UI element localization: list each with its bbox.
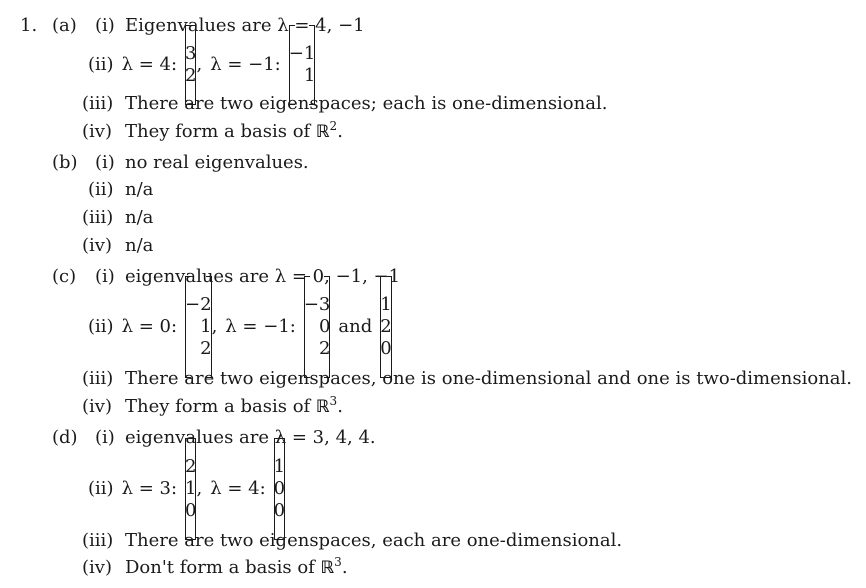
part-d-iv-line: [125, 555, 348, 578]
part-a-ii-label: (ii): [88, 54, 114, 75]
separator-comma: ,: [196, 54, 203, 75]
period: .: [341, 557, 348, 578]
vector-entry: 1: [185, 478, 197, 499]
part-b-iv-label: (iv): [82, 235, 112, 256]
part-d-i-text: eigenvalues are λ = 3, 4, 4.: [125, 427, 376, 448]
part-b-iii-label: (iii): [82, 207, 114, 228]
vector-entry: −1: [288, 43, 316, 64]
part-d-iv-label: (iv): [82, 557, 112, 578]
vector-entry: 0: [273, 478, 286, 499]
vector-entry: 0: [185, 500, 197, 521]
part-a-ii-lambda1: λ = 4:: [121, 54, 178, 75]
eigenvector-matrix: [274, 438, 285, 540]
part-b-ii-label: (ii): [88, 179, 114, 200]
vector-entry: 2: [318, 338, 331, 359]
part-b-label: (b): [52, 152, 78, 173]
part-a-label: (a): [52, 15, 77, 36]
part-a-iv-line: [125, 119, 343, 142]
part-a-ii-lambda2: λ = −1:: [210, 54, 281, 75]
part-c-label: (c): [52, 266, 77, 287]
problem-number: 1.: [20, 15, 38, 36]
real-space-symbol: ℝ: [320, 558, 335, 578]
vector-entry: 0: [318, 316, 331, 337]
part-a-iv-text: They form a basis of: [125, 121, 316, 142]
part-c-i-label: (i): [95, 266, 115, 287]
conjunction-and: and: [338, 316, 373, 337]
part-d-i-label: (i): [95, 427, 115, 448]
eigenvector-matrix: [185, 276, 212, 378]
vector-entry: 1: [273, 456, 286, 477]
real-space-symbol: ℝ: [315, 397, 330, 417]
part-b-ii-text: n/a: [125, 179, 154, 200]
part-d-iii-text: There are two eigenspaces, each are one-dimensional.: [125, 530, 623, 551]
vector-entry: 2: [380, 316, 392, 337]
dimension-exponent: 3: [334, 555, 342, 569]
eigenvector-matrix: [185, 438, 196, 540]
vector-entry: 1: [303, 65, 316, 86]
part-c-i-text: eigenvalues are λ = 0, −1, −1: [125, 266, 401, 287]
part-c-ii-row: [88, 293, 392, 361]
part-c-iv-line: [125, 394, 343, 417]
part-c-iii-text: There are two eigenspaces, one is one-dimensional and one is two-dimensional.: [125, 368, 853, 389]
vector-entry: 2: [200, 338, 212, 359]
separator-comma: ,: [196, 478, 203, 499]
vector-entry: 0: [380, 338, 392, 359]
period: .: [337, 121, 343, 142]
part-b-i-label: (i): [95, 152, 115, 173]
vector-entry: 2: [185, 456, 197, 477]
eigenvector-matrix: [304, 276, 331, 378]
part-c-iv-text: They form a basis of: [125, 396, 316, 417]
period: .: [337, 396, 343, 417]
part-a-iii-text: There are two eigenspaces; each is one-dimensional.: [125, 93, 608, 114]
vector-entry: −3: [303, 294, 331, 315]
real-space-symbol: ℝ: [315, 122, 330, 142]
separator-comma: ,: [211, 316, 218, 337]
part-d-iv-text: Don't form a basis of: [125, 557, 321, 578]
part-a-i-label: (i): [95, 15, 115, 36]
vector-entry: −2: [185, 294, 212, 315]
dimension-exponent: 2: [329, 119, 338, 133]
part-a-iii-label: (iii): [82, 93, 114, 114]
vector-entry: 2: [185, 65, 197, 86]
part-a-ii-row: [88, 42, 315, 88]
part-d-label: (d): [52, 427, 78, 448]
part-c-iv-label: (iv): [82, 396, 112, 417]
part-b-i-text: no real eigenvalues.: [125, 152, 309, 173]
part-c-ii-lambda1: λ = 0:: [121, 316, 178, 337]
part-d-ii-row: [88, 455, 285, 523]
part-d-ii-lambda1: λ = 3:: [121, 478, 178, 499]
part-c-iii-label: (iii): [82, 368, 114, 389]
vector-entry: 1: [380, 294, 392, 315]
part-a-iv-label: (iv): [82, 121, 112, 142]
dimension-exponent: 3: [329, 394, 338, 408]
eigenvector-matrix: [380, 276, 391, 378]
part-b-iii-text: n/a: [125, 207, 154, 228]
vector-entry: 3: [185, 43, 197, 64]
part-a-i-text: Eigenvalues are λ = 4, −1: [125, 15, 365, 36]
part-c-ii-lambda2: λ = −1:: [225, 316, 296, 337]
vector-entry: 1: [200, 316, 212, 337]
part-c-ii-label: (ii): [88, 316, 114, 337]
part-d-ii-lambda2: λ = 4:: [210, 478, 266, 499]
part-b-iv-text: n/a: [125, 235, 154, 256]
part-d-iii-label: (iii): [82, 530, 114, 551]
vector-entry: 0: [273, 500, 286, 521]
part-d-ii-label: (ii): [88, 478, 114, 499]
